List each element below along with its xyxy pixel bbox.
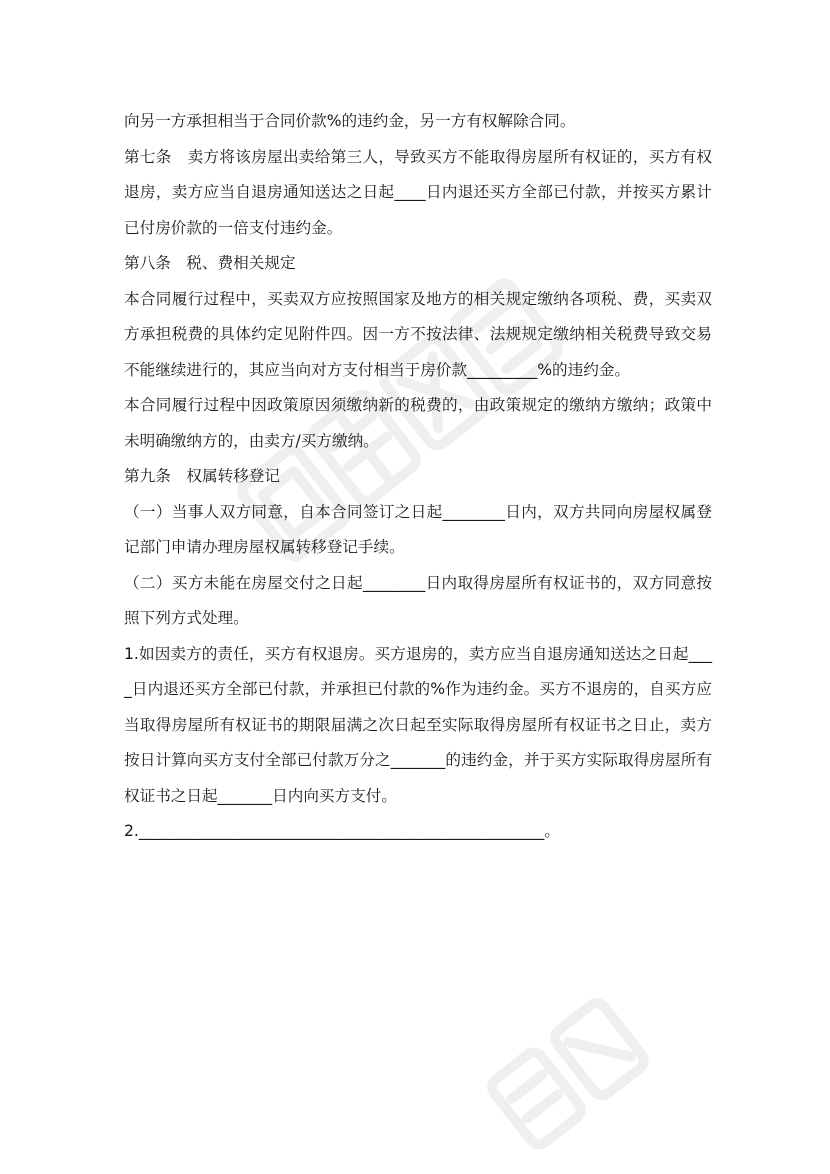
- paragraph-item-2: 2.____________________________________________________。: [124, 822, 560, 840]
- paragraph-tax-obligations: 本合同履行过程中，买卖双方应按照国家及地方的相关规定缴纳各项税、费，买卖双方承担税费的具体约定见附件四。因一方不按法律、法规规定缴纳相关税费导致交易不能继续进行的，其应当向对方支付相当于房价款_________%的违约金。: [124, 289, 712, 379]
- paragraph-registration-clause-2: （二）买方未能在房屋交付之日起________日内取得房屋所有权证书的，双方同意按照下列方式处理。: [124, 573, 712, 627]
- paragraph-article-7: 第七条 卖方将该房屋出卖给第三人，导致买方不能取得房屋所有权证的，买方有权退房，卖方应当自退房通知送达之日起____日内退还买方全部已付款，并按买方累计已付房价款的一倍支付违约金。: [124, 147, 712, 237]
- contract-body: [124, 104, 712, 850]
- paragraph-registration-clause-1: （一）当事人双方同意，自本合同签订之日起________日内，双方共同向房屋权属登记部门申请办理房屋权属转移登记手续。: [124, 502, 712, 556]
- heading-article-9: 第九条 权属转移登记: [124, 467, 280, 485]
- heading-article-8: 第八条 税、费相关规定: [124, 254, 296, 272]
- paragraph-item-1: 1.如因卖方的责任，买方有权退房。买方退房的，卖方应当自退房通知送达之日起____日内退还买方全部已付款，并承担已付款的%作为违约金。买方不退房的，自买方应当取得房屋所有权证书的期限届满之次日起至实际取得房屋所有权证书之日止，卖方按日计算向买方支付全部已付款万分之_______的违约金，并于买方实际取得房屋所有权证书之日起_______日内向买方支付。: [124, 644, 712, 805]
- paragraph-new-tax-policy: 本合同履行过程中因政策原因须缴纳新的税费的，由政策规定的缴纳方缴纳；政策中未明确缴纳方的，由卖方/买方缴纳。: [124, 396, 712, 450]
- paragraph-penalty-continuation: 向另一方承担相当于合同价款%的违约金，另一方有权解除合同。: [124, 112, 576, 130]
